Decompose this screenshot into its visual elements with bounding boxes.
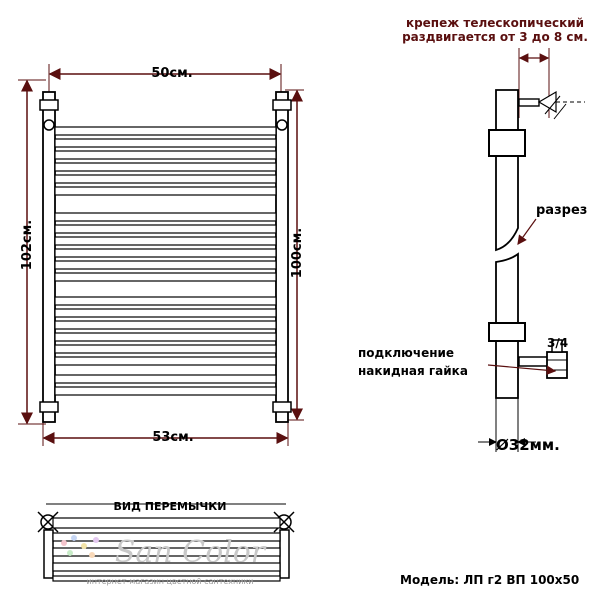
bottom-width-dimension: [43, 420, 288, 446]
right-vertical-pipe: [276, 92, 288, 422]
rung: [55, 127, 276, 135]
rung: [55, 249, 276, 257]
rung: [55, 309, 276, 317]
front-view: [18, 64, 305, 446]
watermark-brand: San Color: [114, 535, 266, 570]
side-view: [358, 16, 588, 454]
rung: [55, 273, 276, 281]
thread-label: 3/4: [547, 336, 569, 350]
upper-clamp-block: [489, 130, 525, 156]
rung: [55, 321, 276, 329]
rung: [55, 261, 276, 269]
right-height-label: 100см.: [290, 227, 305, 279]
rung: [55, 213, 276, 221]
watermark-tagline: интернет-магазин цветной сантехники: [86, 577, 254, 586]
rung: [55, 333, 276, 341]
lower-clamp-block: [489, 323, 525, 341]
connection-label-line1: подключение: [358, 346, 455, 360]
rung: [55, 375, 276, 383]
rung: [55, 237, 276, 245]
cut-label: разрез: [536, 203, 588, 218]
rung: [55, 387, 276, 395]
telescopic-range-dimension: [519, 48, 549, 118]
bridge-view-title: ВИД ПЕРЕМЫЧКИ: [113, 500, 227, 513]
top-width-dimension: [49, 64, 281, 100]
watermark: [61, 535, 267, 586]
bottom-width-label: 53см.: [152, 430, 194, 445]
diameter-label: Ø32мм.: [496, 436, 560, 454]
rung: [55, 297, 276, 305]
rung: [55, 345, 276, 353]
rung: [55, 175, 276, 183]
model-label: Модель: ЛП г2 ВП 100х50: [400, 573, 580, 587]
rung: [55, 187, 276, 195]
top-wall-bracket: [519, 92, 585, 119]
left-height-label: 102см.: [20, 219, 35, 271]
rung: [55, 139, 276, 147]
left-vertical-pipe: [43, 92, 55, 422]
bridge-rung: [53, 518, 280, 528]
horizontal-rungs: [55, 127, 276, 395]
mount-note-line2: раздвигается от 3 до 8 см.: [402, 30, 588, 44]
rung: [55, 225, 276, 233]
connection-label-line2: накидная гайка: [358, 364, 468, 378]
rung: [55, 151, 276, 159]
side-pipe-upper: [496, 90, 518, 250]
rung: [55, 163, 276, 171]
left-height-dimension: [18, 80, 46, 424]
rung: [55, 357, 276, 365]
mount-note-line1: крепеж телескопический: [405, 16, 585, 30]
top-width-label: 50см.: [151, 66, 193, 81]
